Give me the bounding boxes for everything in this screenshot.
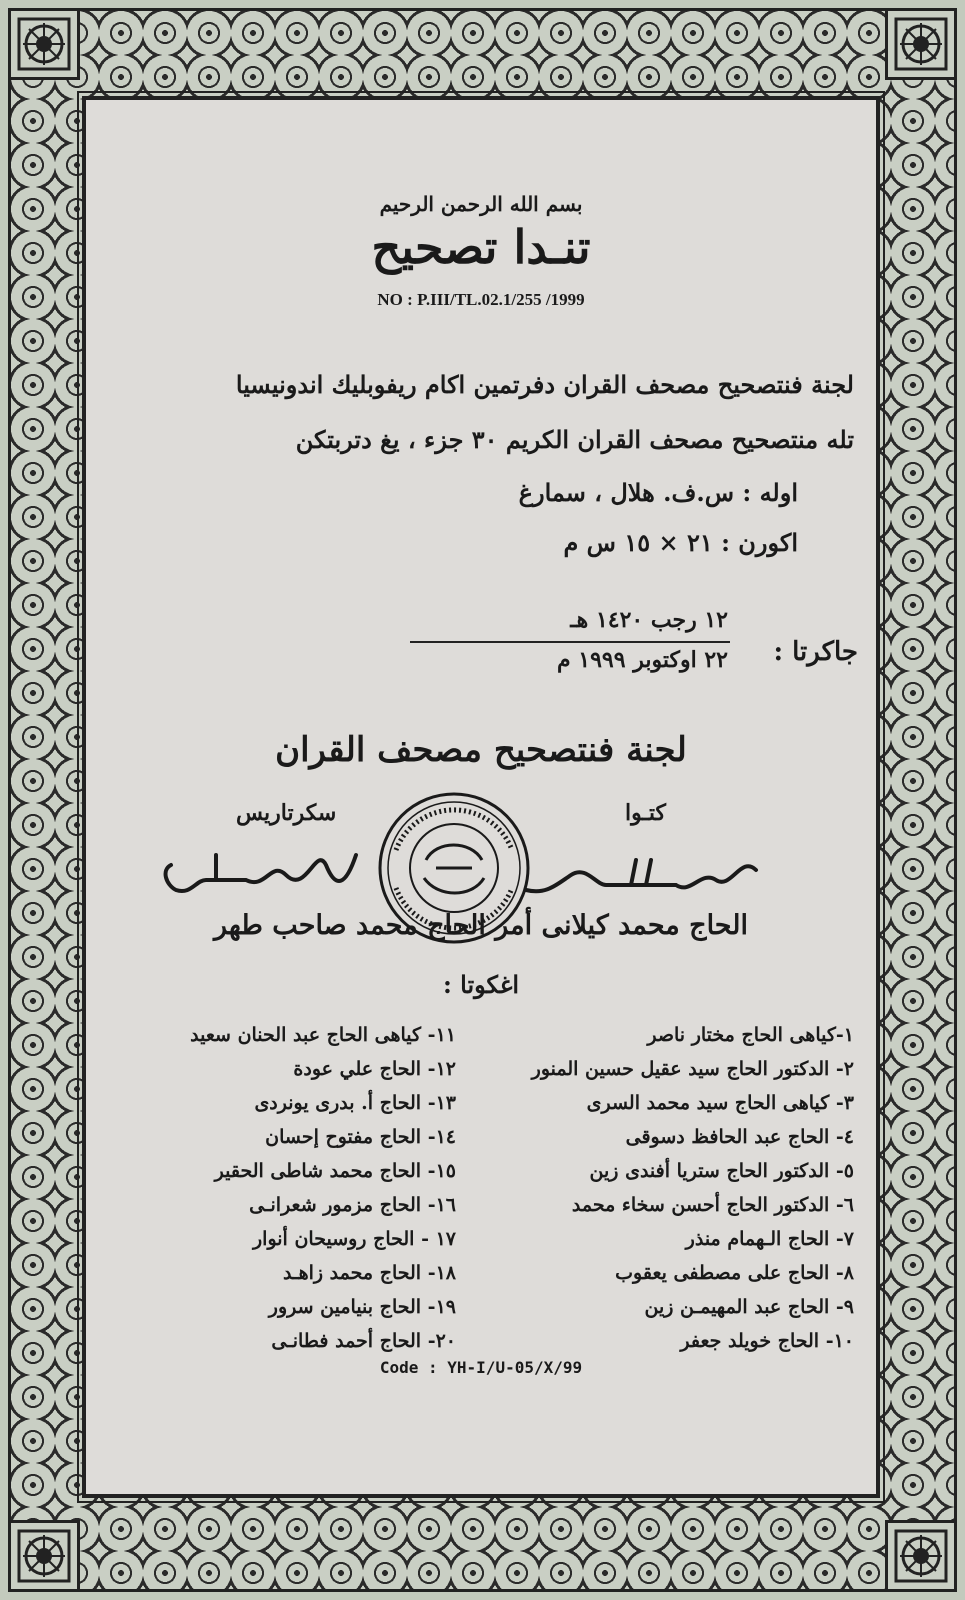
list-item: ١٢- الحاج علي عودة	[293, 1058, 456, 1080]
list-item: ١٠- الحاج خويلد جعفر	[680, 1330, 854, 1352]
secretary-signature	[146, 835, 376, 905]
list-item: ١٣- الحاج أ. بدرى يونردى	[254, 1092, 456, 1114]
members-heading: اغكوتا :	[442, 970, 520, 999]
signatory-names: الحاج محمد كيلانى أمر الحاج محمد صاحب طهر	[214, 910, 748, 941]
corner-ornament-icon	[8, 8, 80, 80]
body-line-1: لجنة فنتصحيح مصحف القران دفرتمين اكام ريفوبليك اندونيسيا	[235, 370, 854, 399]
list-item: ١٩- الحاج بنيامين سرور	[268, 1296, 456, 1318]
chair-role: كتـوا	[624, 800, 666, 826]
list-item: ٣- كياهى الحاج سيد محمد السرى	[586, 1092, 854, 1114]
list-item: ١٤- الحاج مفتوح إحسان	[265, 1126, 456, 1148]
list-item: ٩- الحاج عبد المهيمـن زين	[644, 1296, 854, 1318]
date-place: جاكرتا :	[773, 637, 858, 667]
chair-signature	[516, 845, 766, 905]
list-item: ٤- الحاج عبد الحافظ دسوقى	[625, 1126, 854, 1148]
date-hijri: ١٢ رجب ١٤٢٠ هـ	[570, 607, 728, 633]
document-body	[82, 96, 880, 1498]
corner-ornament-icon	[885, 1520, 957, 1592]
list-item: ٧- الحاج الـهمام منذر	[685, 1228, 854, 1250]
members-list-right	[494, 1018, 854, 1358]
basmala: بسم الله الرحمن الرحيم	[379, 192, 583, 216]
publisher-line: اوله : س.ف. هلال ، سمارغ	[518, 478, 798, 507]
list-item: ١٨- الحاج محمد زاهـد	[283, 1262, 456, 1284]
list-item: ١٦- الحاج مزمور شعرانـى	[249, 1194, 456, 1216]
list-item: ١٥- الحاج محمد شاطى الحقير	[214, 1160, 456, 1182]
size-line: اكورن : ٢١ × ١٥ س م	[563, 528, 798, 557]
list-item: ٨- الحاج على مصطفى يعقوب	[615, 1262, 854, 1284]
members-list-left	[116, 1018, 456, 1358]
list-item: ١٧ - الحاج روسيحان أنوار	[253, 1228, 456, 1250]
document-title: تنـدا تصحيح	[371, 220, 591, 274]
body-line-2: تله منتصحيح مصحف القران الكريم ٣٠ جزء ، يغ دتربتكن	[295, 425, 854, 454]
committee-name: لجنة فنتصحيح مصحف القران	[275, 730, 687, 770]
secretary-role: سكرتاريس	[236, 800, 337, 826]
corner-ornament-icon	[885, 8, 957, 80]
date-divider	[410, 641, 730, 643]
list-item: ١١- كياهى الحاج عبد الحنان سعيد	[190, 1024, 456, 1046]
corner-ornament-icon	[8, 1520, 80, 1592]
list-item: ٢- الدكتور الحاج سيد عقيل حسين المنور	[531, 1058, 854, 1080]
list-item: ١-كياهى الحاج مختار ناصر	[647, 1024, 854, 1046]
date-block	[398, 605, 858, 695]
list-item: ٥- الدكتور الحاج ستريا أفندى زين	[589, 1160, 854, 1182]
document-number: NO : P.III/TL.02.1/255 /1999	[377, 290, 585, 309]
list-item: ٢٠- الحاج أحمد فطانـى	[271, 1330, 456, 1352]
document-code: Code : YH-I/U-05/X/99	[379, 1358, 583, 1377]
list-item: ٦- الدكتور الحاج أحسن سخاء محمد	[571, 1194, 854, 1216]
date-gregorian: ٢٢ اوكتوبر ١٩٩٩ م	[557, 647, 728, 673]
